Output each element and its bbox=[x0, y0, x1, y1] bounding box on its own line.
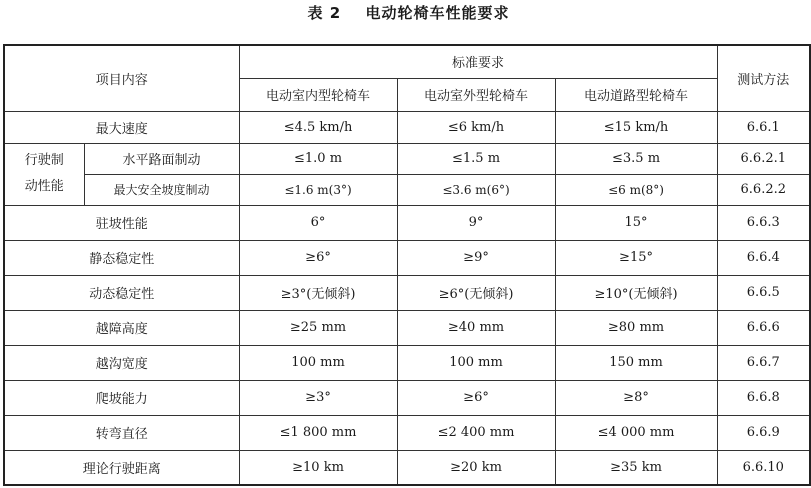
row-indoor: ≥3°(无倾斜) bbox=[239, 275, 397, 310]
row-road: ≤4 000 mm bbox=[555, 415, 717, 450]
row-road: ≥80 mm bbox=[555, 310, 717, 345]
row-outdoor: ≥20 km bbox=[397, 450, 555, 485]
table-caption bbox=[0, 0, 811, 32]
row-outdoor: ≥6°(无倾斜) bbox=[397, 275, 555, 310]
table-number: 表 2 bbox=[307, 4, 342, 22]
row-road: ≥10°(无倾斜) bbox=[555, 275, 717, 310]
table-row bbox=[4, 450, 810, 485]
row-method: 6.6.2.1 bbox=[717, 143, 810, 174]
table-row bbox=[4, 380, 810, 415]
row-item: 水平路面制动 bbox=[84, 143, 239, 174]
row-indoor: ≤1.6 m(3°) bbox=[239, 174, 397, 205]
braking-category-line2: 动性能 bbox=[24, 179, 64, 194]
row-indoor: ≥6° bbox=[239, 240, 397, 275]
header-method: 测试方法 bbox=[717, 45, 810, 111]
table-row bbox=[4, 310, 810, 345]
braking-category-line1: 行驶制 bbox=[24, 153, 64, 168]
table-row bbox=[4, 143, 810, 174]
row-item: 最大安全坡度制动 bbox=[84, 174, 239, 205]
row-item: 越障高度 bbox=[4, 310, 239, 345]
row-road: 15° bbox=[555, 205, 717, 240]
row-method: 6.6.5 bbox=[717, 275, 810, 310]
row-method: 6.6.8 bbox=[717, 380, 810, 415]
row-outdoor: 9° bbox=[397, 205, 555, 240]
row-outdoor: ≥40 mm bbox=[397, 310, 555, 345]
header-outdoor: 电动室外型轮椅车 bbox=[397, 78, 555, 111]
header-standard: 标准要求 bbox=[239, 45, 717, 78]
row-indoor: ≤1 800 mm bbox=[239, 415, 397, 450]
table-row bbox=[4, 111, 810, 143]
table-row bbox=[4, 174, 810, 205]
table-row bbox=[4, 205, 810, 240]
row-item: 最大速度 bbox=[4, 111, 239, 143]
row-indoor: 6° bbox=[239, 205, 397, 240]
row-item: 理论行驶距离 bbox=[4, 450, 239, 485]
row-road: ≥15° bbox=[555, 240, 717, 275]
braking-category bbox=[4, 143, 84, 205]
row-method: 6.6.7 bbox=[717, 345, 810, 380]
row-method: 6.6.9 bbox=[717, 415, 810, 450]
header-item: 项目内容 bbox=[4, 45, 239, 111]
row-outdoor: ≥6° bbox=[397, 380, 555, 415]
row-road: ≥35 km bbox=[555, 450, 717, 485]
row-indoor: ≥10 km bbox=[239, 450, 397, 485]
row-item: 转弯直径 bbox=[4, 415, 239, 450]
row-method: 6.6.2.2 bbox=[717, 174, 810, 205]
row-outdoor: ≤2 400 mm bbox=[397, 415, 555, 450]
performance-table bbox=[3, 44, 811, 486]
table-row bbox=[4, 345, 810, 380]
row-road: ≤15 km/h bbox=[555, 111, 717, 143]
header-indoor: 电动室内型轮椅车 bbox=[239, 78, 397, 111]
header-road: 电动道路型轮椅车 bbox=[555, 78, 717, 111]
row-road: 150 mm bbox=[555, 345, 717, 380]
row-road: ≥8° bbox=[555, 380, 717, 415]
row-outdoor: ≤6 km/h bbox=[397, 111, 555, 143]
row-method: 6.6.4 bbox=[717, 240, 810, 275]
row-method: 6.6.6 bbox=[717, 310, 810, 345]
row-road: ≤6 m(8°) bbox=[555, 174, 717, 205]
row-item: 驻坡性能 bbox=[4, 205, 239, 240]
row-outdoor: ≤3.6 m(6°) bbox=[397, 174, 555, 205]
row-outdoor: ≤1.5 m bbox=[397, 143, 555, 174]
row-outdoor: 100 mm bbox=[397, 345, 555, 380]
table-row bbox=[4, 240, 810, 275]
row-outdoor: ≥9° bbox=[397, 240, 555, 275]
table-title: 电动轮椅车性能要求 bbox=[365, 4, 510, 22]
row-item: 动态稳定性 bbox=[4, 275, 239, 310]
table-row bbox=[4, 275, 810, 310]
row-indoor: ≥25 mm bbox=[239, 310, 397, 345]
row-item: 静态稳定性 bbox=[4, 240, 239, 275]
row-item: 越沟宽度 bbox=[4, 345, 239, 380]
row-indoor: ≤1.0 m bbox=[239, 143, 397, 174]
row-method: 6.6.3 bbox=[717, 205, 810, 240]
row-item: 爬坡能力 bbox=[4, 380, 239, 415]
row-method: 6.6.10 bbox=[717, 450, 810, 485]
row-method: 6.6.1 bbox=[717, 111, 810, 143]
table-row bbox=[4, 415, 810, 450]
row-indoor: ≥3° bbox=[239, 380, 397, 415]
row-road: ≤3.5 m bbox=[555, 143, 717, 174]
row-indoor: 100 mm bbox=[239, 345, 397, 380]
row-indoor: ≤4.5 km/h bbox=[239, 111, 397, 143]
